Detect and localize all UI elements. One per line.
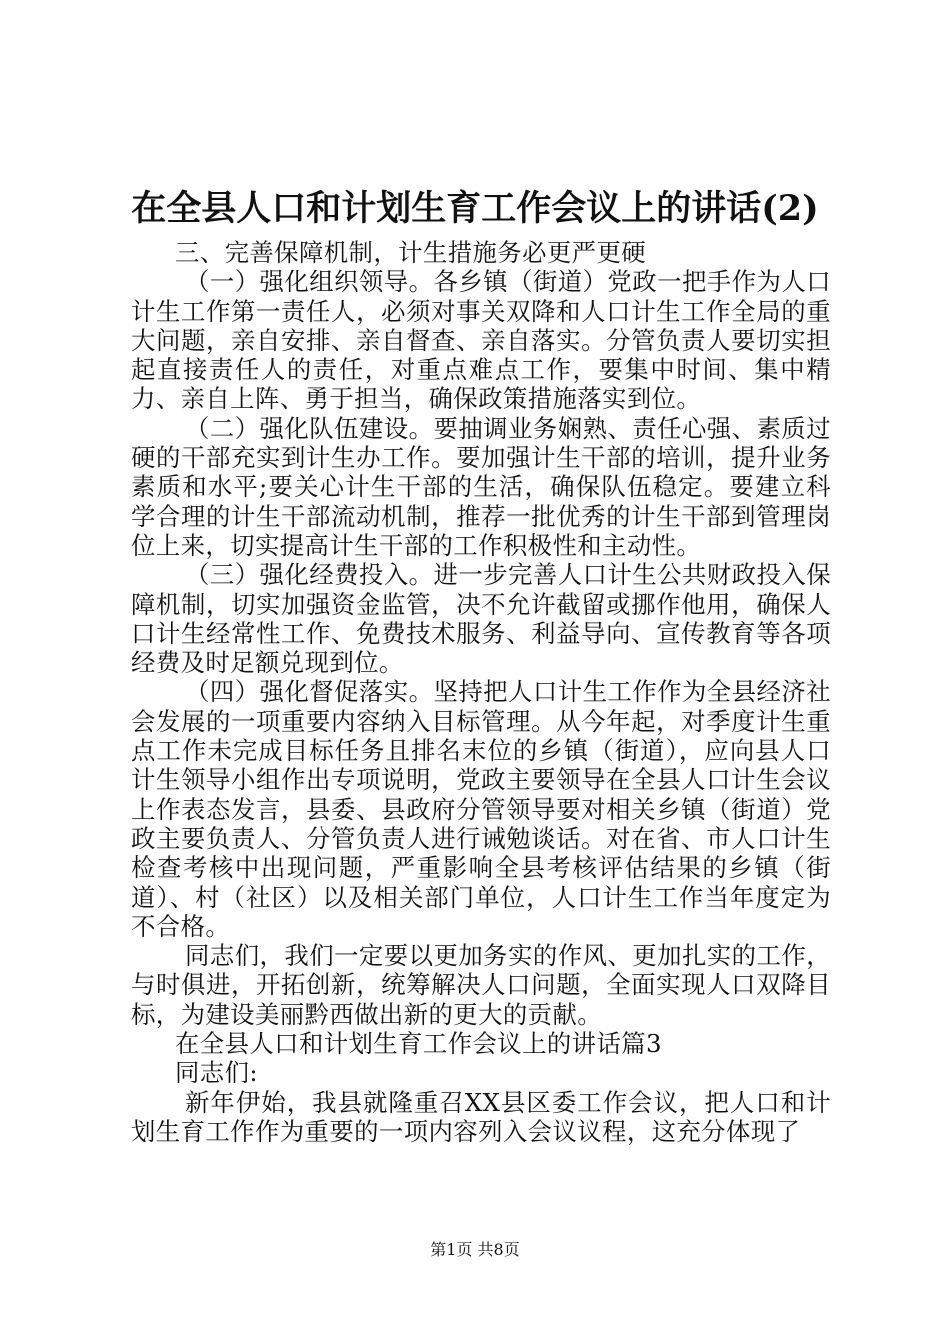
paragraph: （二）强化队伍建设。要抽调业务娴熟、责任心强、素质过硬的干部充实到计生办工作。要加强计生干部的培训，提升业务素质和水平;要关心计生干部的生活，确保队伍稳定。要建立科学合理的计生干部流动机制，推荐一批优秀的计生干部到管理岗位上来，切实提高计生干部的工作积极性和主动性。 xyxy=(131,413,831,560)
document-title: 在全县人口和计划生育工作会议上的讲话(2) xyxy=(131,188,819,229)
paragraph: 新年伊始，我县就隆重召XX县区委工作会议，把人口和计划生育工作作为重要的一项内容列入会议议程，这充分体现了 xyxy=(131,1087,831,1146)
section-heading: 三、完善保障机制，计生措施务必更严更硬 xyxy=(175,238,647,267)
subtitle-line: 在全县人口和计划生育工作会议上的讲话篇3 xyxy=(175,1029,662,1059)
document-body xyxy=(131,238,831,1146)
paragraph: 同志们，我们一定要以更加务实的作风、更加扎实的工作，与时俱进，开拓创新，统筹解决人口问题，全面实现人口双降目标，为建设美丽黔西做出新的更大的贡献。 xyxy=(131,941,831,1029)
paragraph: （四）强化督促落实。坚持把人口计生工作作为全县经济社会发展的一项重要内容纳入目标管理。从今年起，对季度计生重点工作未完成目标任务且排名末位的乡镇（街道），应向县人口计生领导小组作出专项说明，党政主要领导在全县人口计生会议上作表态发言，县委、县政府分管领导要对相关乡镇（街道）党政主要负责人、分管负责人进行诫勉谈话。对在省、市人口计生检查考核中出现问题，严重影响全县考核评估结果的乡镇（街道）、村（社区）以及相关部门单位，人口计生工作当年度定为不合格。 xyxy=(131,677,831,941)
paragraph: （一）强化组织领导。各乡镇（街道）党政一把手作为人口计生工作第一责任人，必须对事关双降和人口计生工作全局的重大问题，亲自安排、亲自督查、亲自落实。分管负责人要切实担起直接责任人的责任，对重点难点工作，要集中时间、集中精力、亲自上阵、勇于担当，确保政策措施落实到位。 xyxy=(131,267,831,414)
salutation: 同志们: xyxy=(175,1058,258,1088)
page-footer: 第1页 共8页 xyxy=(430,1240,520,1259)
paragraph: （三）强化经费投入。进一步完善人口计生公共财政投入保障机制，切实加强资金监管，决不允许截留或挪作他用，确保人口计生经常性工作、免费技术服务、利益导向、宣传教育等各项经费及时足额兑现到位。 xyxy=(131,560,831,678)
